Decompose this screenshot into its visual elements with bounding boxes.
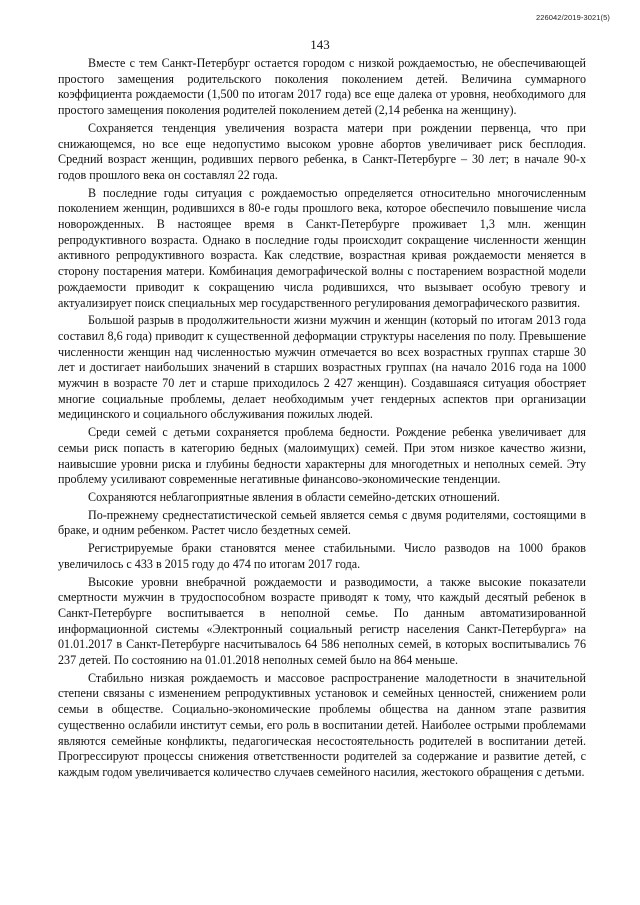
paragraph-typical-family: По-прежнему среднестатистической семьей является семья с двумя родителями, состоящими в браке, и одним ребенком. Растет число бездетных семей. (58, 507, 586, 538)
paragraph-divorces: Регистрируемые браки становятся менее стабильными. Число разводов на 1000 браков увеличилось с 433 в 2015 году до 474 по итогам 2017 года. (58, 541, 586, 571)
document-id: 226042/2019-3021(5) (535, 13, 610, 22)
page-number: 143 (310, 37, 330, 52)
paragraph-poverty: Среди семей с детьми сохраняется проблема бедности. Рождение ребенка увеличивает для семьи риск попасть в категорию бедных (малоимущих) семей. При этом низкое качество жизни, наивысшие уровни риска и глубины бедности характерны для многодетных и неполных семей. Эту проблему усиливают современные негативные финансово-экономические тенденции. (58, 425, 586, 487)
paragraph-single-parent-families: Высокие уровни внебрачной рождаемости и разводимости, а также высокие показатели смертности мужчин в трудоспособном возрасте приводят к тому, что каждый десятый ребенок в Санкт-Петербурге воспитывается в неполной семье. По данным автоматизированной информационной системы «Электронный социальный регистр населения Санкт-Петербурга» на 01.01.2017 в Санкт-Петербурге насчитывалось 64 586 неполных семей, в которых воспитывались 76 237 детей. По состоянию на 01.01.2018 неполных семей было на 864 меньше. (58, 574, 586, 668)
paragraph-low-birth-rate: Вместе с тем Санкт-Петербург остается городом с низкой рождаемостью, не обеспечивающей простого замещения родительского поколения поколением детей. Величина суммарного коэффициента рождаемости (1,500 по итогам 2017 года) все еще далека от уровня, необходимого для простого замещения поколения родителей поколением детей (2,14 ребенка на женщину). (58, 56, 586, 118)
paragraph-life-expectancy-gap: Большой разрыв в продолжительности жизни мужчин и женщин (который по итогам 2013 года составил 8,6 года) приводит к существенной деформации структуры населения по полу. Превышение численности женщин над численностью мужчин отмечается во всех возрастных группах старше 30 лет и достигает наибольших значений в старших возрастных группах (на начало 2016 года на 1000 мужчин в возрасте 70 лет и старше приходилось 2 427 женщин). Создавшаяся ситуация обостряет многие социальные проблемы, делает необходимым учет гендерных аспектов при организации медицинского и социального обслуживания пожилых людей. (58, 313, 586, 422)
paragraph-maternal-age: Сохраняется тенденция увеличения возраста матери при рождении первенца, что при снижающемся, но все еще недопустимо высоком уровне абортов увеличивает риск бесплодия. Средний возраст женщин, родивших первого ребенка, в Санкт-Петербурге – 30 лет; в начале 90-х годов прошлого века он составлял 22 года. (58, 120, 586, 182)
body-text (58, 56, 586, 783)
paragraph-demographic-wave: В последние годы ситуация с рождаемостью определяется относительно многочисленным поколением женщин, родившихся в 80-е годы прошлого века, которое обеспечило повышение числа новорожденных. В настоящее время в Санкт-Петербурге проживает 1,3 млн. женщин репродуктивного возраста. Однако в последние годы происходит сокращение численности женщин активного репродуктивного возраста. Как следствие, возрастная кривая рождаемости меняется в сторону постарения матери. Комбинация демографической волны с постарением возрастной модели рождаемости приводит к сокращению числа родившихся, что вызывает особую тревогу и актуализирует поиск специальных мер государственного регулирования демографического развития. (58, 185, 586, 310)
paragraph-family-relations: Сохраняются неблагоприятные явления в области семейно-детских отношений. (88, 489, 500, 504)
paragraph-family-institution: Стабильно низкая рождаемость и массовое распространение малодетности в значительной степени связаны с изменением репродуктивных установок и семейных ценностей, снижением роли семьи в обществе. Социально-экономические проблемы общества на данном этапе развития существенно ослабили институт семьи, его роль в воспитании детей. Наиболее острыми проблемами являются семейные конфликты, педагогическая несостоятельность родителей в воспитании детей. Прогрессируют процессы снижения ответственности родителей за содержание и развитие детей, с каждым годом увеличивается количество случаев семейного насилия, жестокого обращения с детьми. (58, 670, 586, 779)
